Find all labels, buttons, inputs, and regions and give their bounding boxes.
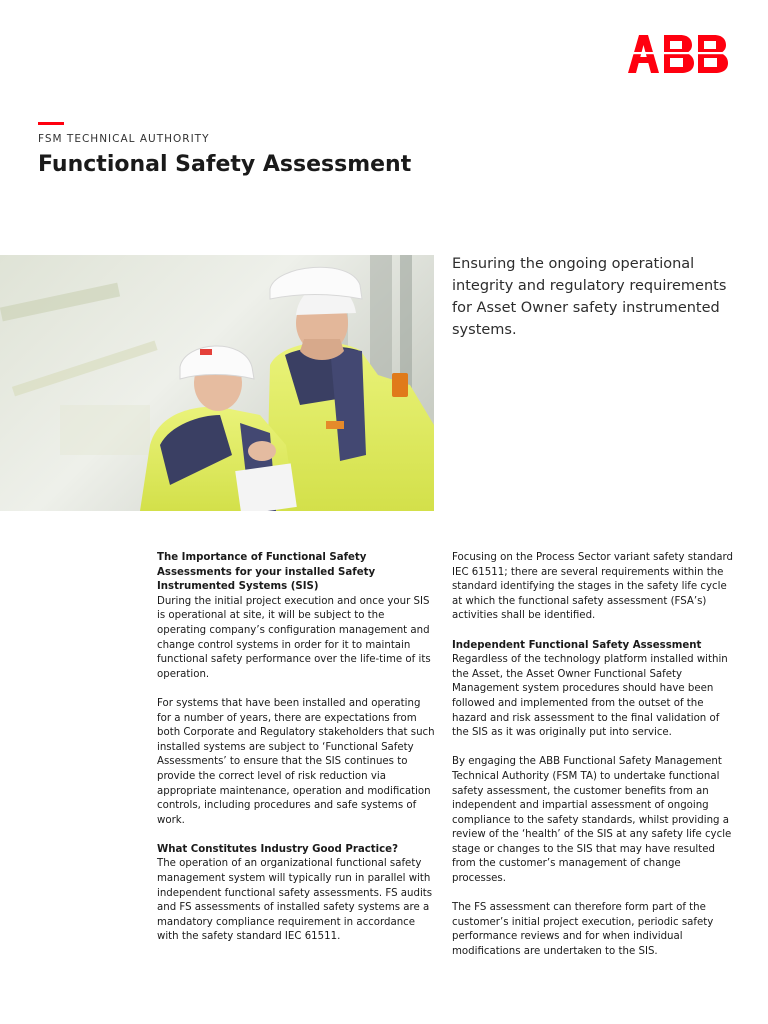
hero-photo [0, 255, 434, 511]
section-heading: The Importance of Functional Safety Assessments for your installed Safety Instrumented Systems (SIS) [157, 552, 376, 593]
accent-bar [38, 122, 64, 125]
body-paragraph: During the initial project execution and once your SIS is operational at site, it will be subject to the operating company’s configuration management and change control systems in order for it to maintain functional safety performance over the life-time of its operation. [157, 595, 431, 680]
section-heading: What Constitutes Industry Good Practice? [157, 843, 399, 855]
eyebrow-label: FSM TECHNICAL AUTHORITY [38, 133, 210, 145]
body-paragraph: The operation of an organizational functional safety management system will typically run in parallel with independent functional safety assessments. FS audits and FS assessments of installed safety systems are a mandatory compliance requirement in accordance with the safety standard IEC 61511. [157, 858, 433, 943]
left-column [157, 551, 435, 960]
section-heading: Independent Functional Safety Assessment [452, 639, 702, 651]
intro-text: Ensuring the ongoing operational integrity and regulatory requirements for Asset Owner safety instrumented systems. [452, 256, 727, 338]
body-paragraph: Focusing on the Process Sector variant safety standard IEC 61511; there are several requirements within the standard identifying the stages in the safety life cycle at which the functional safety assessment (FSA’s) activities shall be identified. [452, 552, 733, 622]
body-paragraph: The FS assessment can therefore form part of the customer’s initial project execution, periodic safety performance reviews and for when individual modifications are undertaken to the SIS. [452, 902, 714, 958]
right-column [452, 551, 734, 974]
body-paragraph: For systems that have been installed and operating for a number of years, there are expectations from both Corporate and Regulatory stakeholders that such installed systems are subject to ‘Functional Safety Assessments’ to ensure that the SIS continues to provide the correct level of risk reduction via appropriate maintenance, operation and modification controls, including procedures and safe systems of work. [157, 697, 435, 826]
body-paragraph: Regardless of the technology platform installed within the Asset, the Asset Owner Functional Safety Management system procedures should have been followed and implemented from the outset of the hazard and risk assessment to the final validation of the SIS as it was originally put into service. [452, 654, 728, 739]
body-paragraph: By engaging the ABB Functional Safety Management Technical Authority (FSM TA) to undertake functional safety assessment, the customer benefits from an independent and impartial assessment of ongoing compliance to the safety standards, whilst providing a review of the ‘health’ of the SIS at any safety life cycle stage or changes to the SIS that may have resulted from the customer’s management of change processes. [452, 756, 732, 885]
abb-logo [628, 35, 730, 73]
page-title: Functional Safety Assessment [38, 152, 412, 177]
